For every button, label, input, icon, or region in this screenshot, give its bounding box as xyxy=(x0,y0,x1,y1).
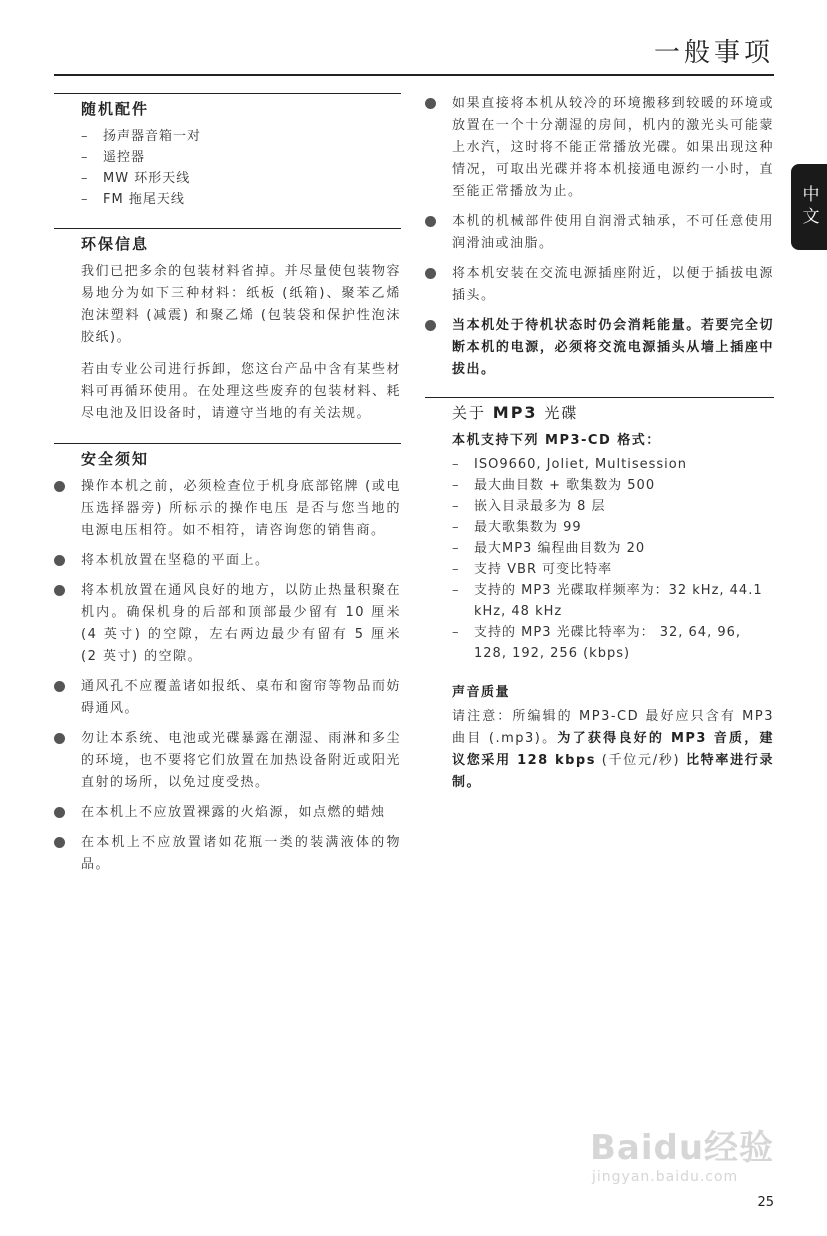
safety-list xyxy=(54,476,401,876)
list-item xyxy=(54,728,401,794)
list-item xyxy=(54,476,401,542)
list-item-text: 将本机放置在坚稳的平面上。 xyxy=(81,553,270,568)
bullet-icon xyxy=(54,681,65,692)
mp3-title-bold: MP3 xyxy=(492,403,538,422)
list-item xyxy=(54,550,401,572)
list-item-text: 将本机放置在通风良好的地方，以防止热量积聚在机内。确保机身的后部和顶部最少留有 10 厘米 (4 英寸) 的空隙，左右两边最少有留有 5 厘米 (2 英寸) 的空隙。 xyxy=(81,583,401,664)
page-title: 一般事项 xyxy=(653,38,774,68)
page-number: 25 xyxy=(757,1195,774,1210)
list-item-text: 在本机上不应放置裸露的火焰源，如点燃的蜡烛 xyxy=(81,805,386,820)
sound-quality-bold-end: 比特率进行录制。 xyxy=(452,753,774,790)
sound-quality-mid: (千位元/秒) xyxy=(595,753,686,768)
formats-bold: MP3-CD xyxy=(545,433,612,448)
header-rule xyxy=(54,74,774,76)
list-item xyxy=(425,211,774,255)
safety-section xyxy=(54,443,401,876)
bullet-icon xyxy=(425,98,436,109)
list-item xyxy=(54,676,401,720)
list-item-text: 操作本机之前，必须检查位于机身底部铭牌 (或电压选择器旁) 所标示的操作电压 是否与您当地的电源电压相符。如不相符，请咨询您的销售商。 xyxy=(81,479,401,538)
bullet-icon xyxy=(54,807,65,818)
bullet-icon xyxy=(425,268,436,279)
left-column xyxy=(54,93,401,894)
list-item: – 支持 VBR 可变比特率 xyxy=(452,559,774,580)
list-item: – 支持的 MP3 光碟取样频率为：32 kHz, 44.1 kHz, 48 kHz xyxy=(452,580,774,622)
list-item-text: 勿让本系统、电池或光碟暴露在潮湿、雨淋和多尘的环境，也不要将它们放置在加热设备附近或阳光直射的场所，以免过度受热。 xyxy=(81,731,401,790)
list-item xyxy=(425,315,774,381)
list-item xyxy=(425,263,774,307)
sound-quality-title: 声音质量 xyxy=(452,685,511,700)
watermark-logo: Baidu经验 xyxy=(590,1128,775,1168)
baidu-watermark xyxy=(590,1120,774,1185)
mp3-title-prefix: 关于 xyxy=(452,404,493,422)
bullet-icon xyxy=(54,555,65,566)
list-item: – 嵌入目录最多为 8 层 xyxy=(452,496,774,517)
mp3-format-list xyxy=(452,454,774,664)
mp3-formats-heading xyxy=(452,430,774,452)
environment-section xyxy=(54,228,401,425)
bullet-icon xyxy=(425,216,436,227)
accessories-title: 随机配件 xyxy=(81,100,150,118)
list-item xyxy=(54,802,401,824)
list-item-text: 在本机上不应放置诸如花瓶一类的装满液体的物品。 xyxy=(81,835,401,872)
list-item: – 最大MP3 编程曲目数为 20 xyxy=(452,538,774,559)
sound-quality-bold: 为了获得良好的 MP3 音质，建议您采用 128 kbps xyxy=(452,731,774,768)
list-item: – 最大歌集数为 99 xyxy=(452,517,774,538)
sound-quality-normal: 请注意：所编辑的 MP3-CD 最好应只含有 MP3 曲目 (.mp3)。 xyxy=(452,709,774,746)
list-item: – ISO9660, Joliet, Multisession xyxy=(452,454,774,475)
mp3-title xyxy=(452,402,774,424)
list-item-text: 本机的机械部件使用自润滑式轴承，不可任意使用润滑油或油脂。 xyxy=(452,214,774,251)
list-item-text: 将本机安装在交流电源插座附近，以便于插拔电源插头。 xyxy=(452,266,774,303)
bullet-icon xyxy=(54,481,65,492)
list-item xyxy=(425,93,774,203)
list-item-text: 如果直接将本机从较冷的环境搬移到较暖的环境或放置在一个十分潮湿的房间，机内的激光头可能蒙上水汽，这时将不能正常播放光碟。如果出现这种情况，可取出光碟并将本机接通电源约一小时，直至能正常播放为止。 xyxy=(452,96,774,199)
right-column xyxy=(425,93,774,804)
bullet-icon xyxy=(54,837,65,848)
bullet-icon xyxy=(425,320,436,331)
list-item-text: 通风孔不应覆盖诸如报纸、桌布和窗帘等物品而妨碍通风。 xyxy=(81,679,401,716)
list-item: – 最大曲目数 + 歌集数为 500 xyxy=(452,475,774,496)
language-tab xyxy=(791,164,827,250)
list-item: – MW 环形天线 xyxy=(81,168,401,189)
environment-title: 环保信息 xyxy=(81,235,150,253)
accessories-section xyxy=(54,93,401,210)
sound-quality-section xyxy=(425,682,774,794)
sound-quality-text xyxy=(452,706,774,794)
list-item: – FM 拖尾天线 xyxy=(81,189,401,210)
accessories-list xyxy=(81,126,401,210)
environment-paragraph: 我们已把多余的包装材料省掉。并尽量使包装物容易地分为如下三种材料：纸板 (纸箱)、聚苯乙烯泡沫塑料 (减震) 和聚乙烯 (包装袋和保护性泡沫胶纸)。 xyxy=(81,264,401,345)
list-item: – 遥控器 xyxy=(81,147,401,168)
language-tab-label: 中文 xyxy=(798,185,819,229)
formats-suffix: 格式： xyxy=(611,433,661,448)
formats-prefix: 本机支持下列 xyxy=(452,433,546,448)
safety-list-continued xyxy=(425,93,774,381)
watermark-url: jingyan.baidu.com xyxy=(592,1169,739,1185)
list-item: – 支持的 MP3 光碟比特率为： 32, 64, 96, 128, 192, 256 (kbps) xyxy=(452,622,774,664)
list-item: – 扬声器音箱一对 xyxy=(81,126,401,147)
list-item xyxy=(54,580,401,668)
mp3-section xyxy=(425,397,774,664)
list-item xyxy=(54,832,401,876)
bullet-icon xyxy=(54,585,65,596)
standby-notice: 当本机处于待机状态时仍会消耗能量。若要完全切断本机的电源，必须将交流电源插头从墙上插座中拔出。 xyxy=(452,318,774,377)
mp3-title-suffix: 光碟 xyxy=(537,404,579,422)
safety-title: 安全须知 xyxy=(81,450,150,468)
environment-paragraph: 若由专业公司进行拆卸，您这台产品中含有某些材料可再循环使用。在处理这些废弃的包装材料、耗尽电池及旧设备时，请遵守当地的有关法规。 xyxy=(81,362,401,421)
bullet-icon xyxy=(54,733,65,744)
